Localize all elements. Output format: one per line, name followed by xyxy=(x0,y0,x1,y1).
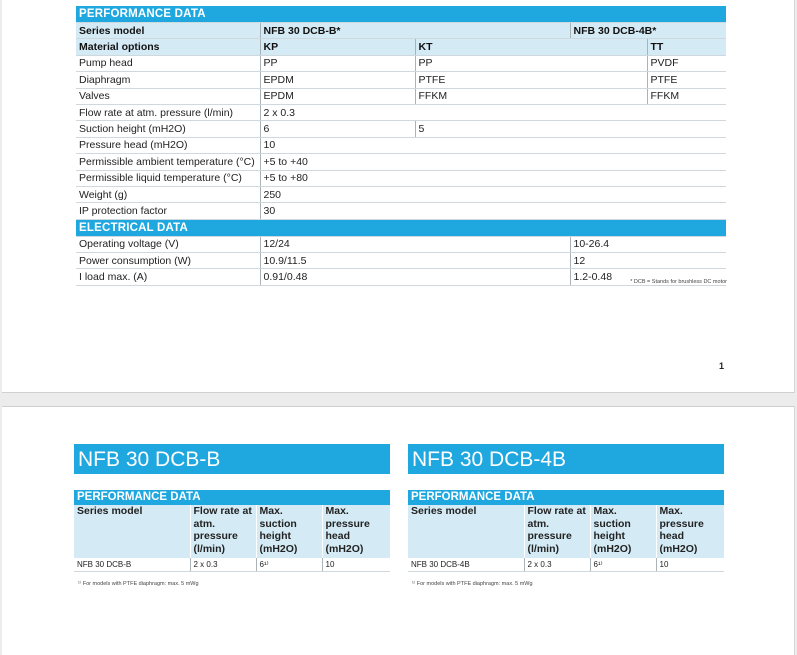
electrical-section-header: ELECTRICAL DATA xyxy=(76,219,726,236)
performance-section-header: PERFORMANCE DATA xyxy=(408,490,724,505)
dcb-footnote: * DCB = Stands for brushless DC motor xyxy=(630,279,727,285)
document-page-1 xyxy=(2,0,795,393)
column-header: Max. pressure head (mH2O) xyxy=(656,505,724,558)
table-row: Permissible liquid temperature (°C) +5 to +80 xyxy=(76,170,726,186)
table-row: I load max. (A) 0.91/0.48 1.2-0.48 xyxy=(76,269,726,285)
table-row: NFB 30 DCB-4B 2 x 0.3 6¹⁾ 10 xyxy=(408,558,724,572)
table-row: Suction height (mH2O) 6 5 xyxy=(76,121,726,137)
table-row: Diaphragm EPDM PTFE PTFE xyxy=(76,72,726,88)
table-row: Flow rate at atm. pressure (l/min) 2 x 0.3 xyxy=(76,104,726,120)
ptfe-footnote: ¹⁾ For models with PTFE diaphragm: max. 5 mWg xyxy=(78,581,199,587)
performance-table-dcb-b xyxy=(74,490,390,572)
table-row: Operating voltage (V) 12/24 10-26.4 xyxy=(76,236,726,252)
performance-table xyxy=(76,6,726,286)
performance-section-header: PERFORMANCE DATA xyxy=(76,6,726,23)
column-header: Flow rate at atm. pressure (l/min) xyxy=(524,505,590,558)
table-row: NFB 30 DCB-B 2 x 0.3 6¹⁾ 10 xyxy=(74,558,390,572)
column-header: Series model xyxy=(408,505,524,558)
table-row: Weight (g) 250 xyxy=(76,186,726,202)
table-row: Pump head PP PP PVDF xyxy=(76,55,726,71)
series-model-row: Series model NFB 30 DCB-B* NFB 30 DCB-4B* xyxy=(76,23,726,39)
column-header: Flow rate at atm. pressure (l/min) xyxy=(190,505,256,558)
performance-table-dcb-4b xyxy=(408,490,724,572)
column-header: Max. suction height (mH2O) xyxy=(590,505,656,558)
table-row: Valves EPDM FFKM FFKM xyxy=(76,88,726,104)
column-header: Max. pressure head (mH2O) xyxy=(322,505,390,558)
material-options-row: Material options KP KT TT xyxy=(76,39,726,55)
column-header: Series model xyxy=(74,505,190,558)
product-title-nfb-30-dcb-4b: NFB 30 DCB-4B xyxy=(408,444,724,474)
table-row: IP protection factor 30 xyxy=(76,203,726,219)
product-title-nfb-30-dcb-b: NFB 30 DCB-B xyxy=(74,444,390,474)
page-number: 1 xyxy=(719,361,725,371)
table-row: Power consumption (W) 10.9/11.5 12 xyxy=(76,253,726,269)
table-row: Permissible ambient temperature (°C) +5 to +40 xyxy=(76,154,726,170)
table-row: Pressure head (mH2O) 10 xyxy=(76,137,726,153)
performance-section-header: PERFORMANCE DATA xyxy=(74,490,390,505)
column-header: Max. suction height (mH2O) xyxy=(256,505,322,558)
ptfe-footnote: ¹⁾ For models with PTFE diaphragm: max. 5 mWg xyxy=(412,581,533,587)
